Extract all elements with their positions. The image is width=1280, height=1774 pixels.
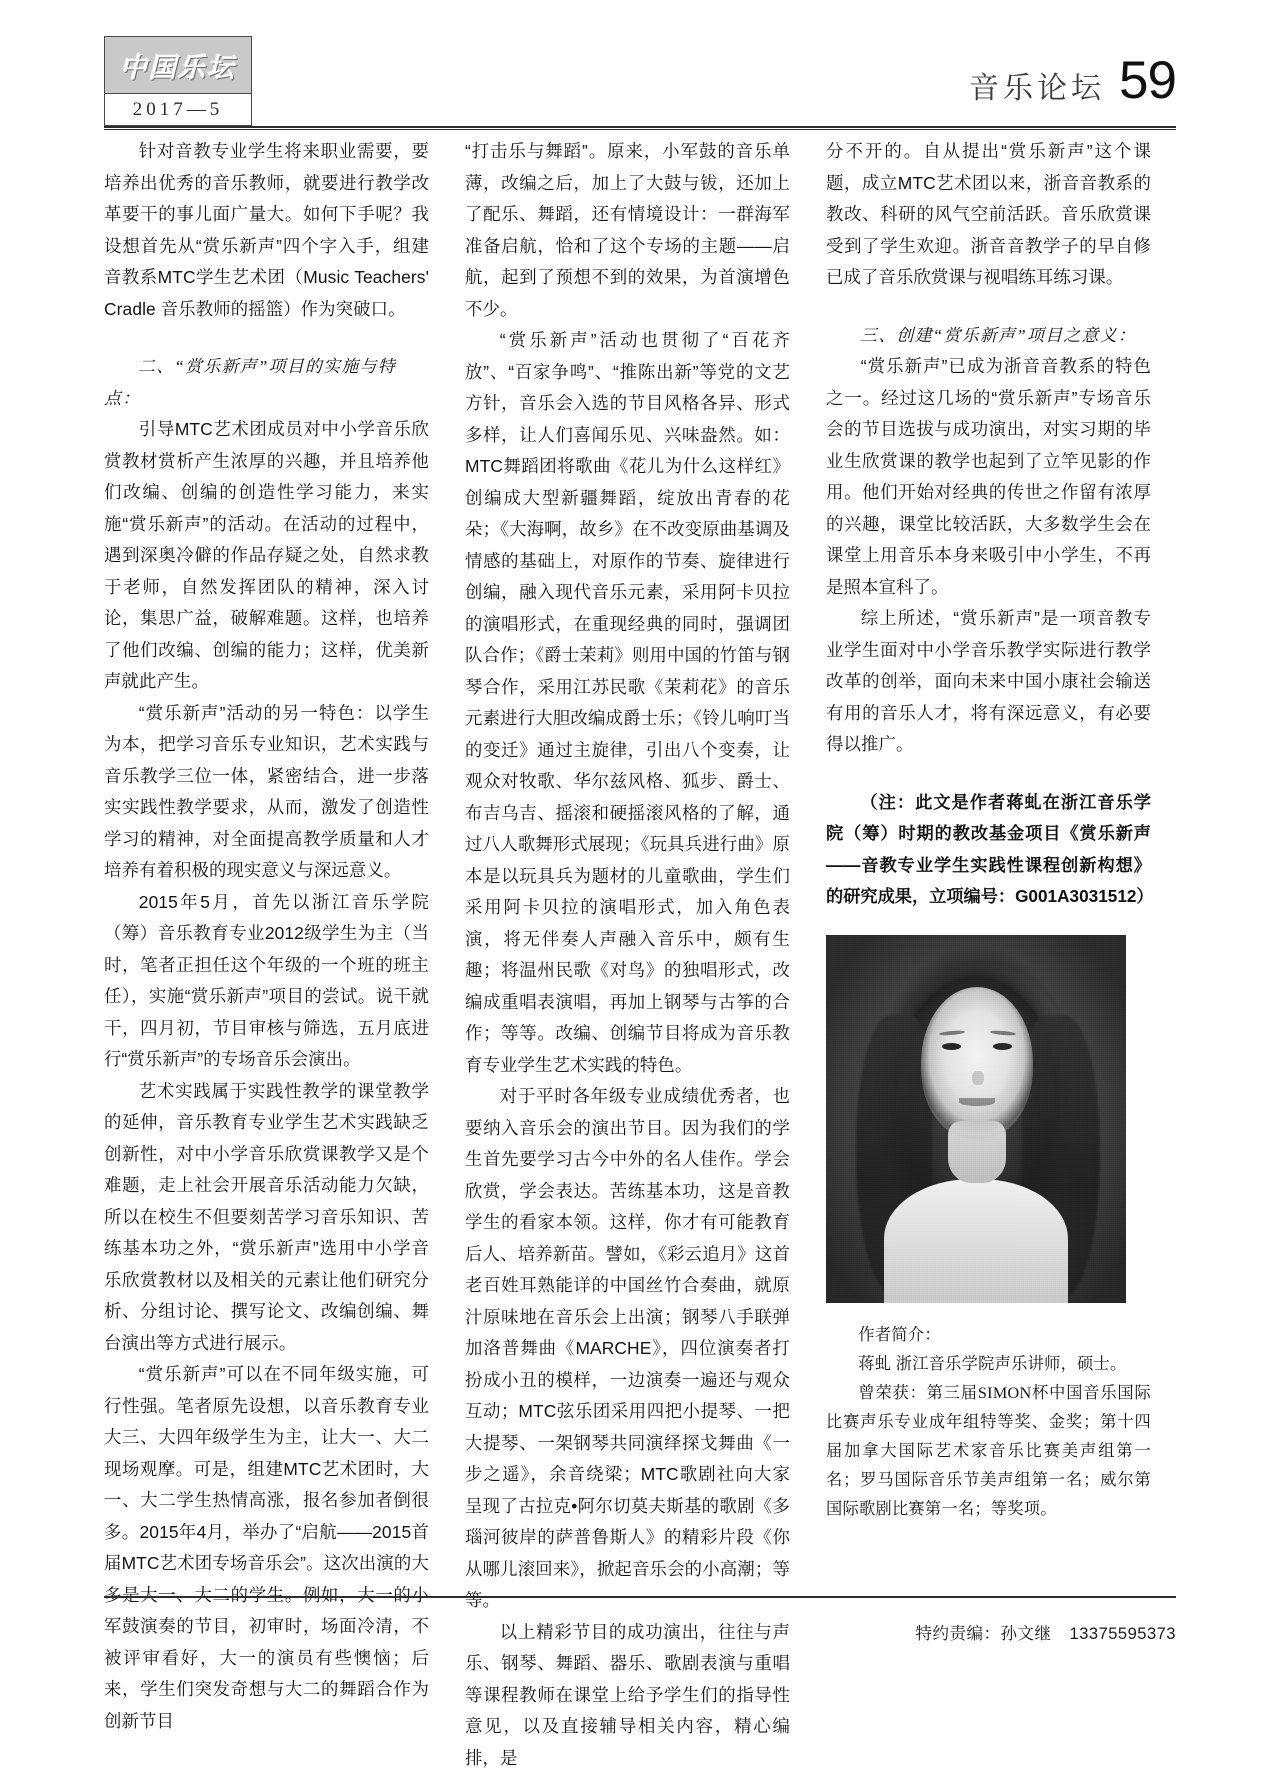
paragraph: “赏乐新声”活动的另一特色：以学生为本，把学习音乐专业知识，艺术实践与音乐教学三位一体，紧密结合，进一步落实实践性教学要求，从而，激发了创造性学习的精神，对全面提高教学质量和人才培养有着积极的现实意义与深远意义。 [104,698,429,887]
paragraph: 艺术实践属于实践性教学的课堂教学的延伸，音乐教育专业学生艺术实践缺乏创新性，对中小学音乐欣赏课教学又是个难题，走上社会开展音乐活动能力欠缺，所以在校生不但要刻苦学习音乐知识、苦练基本功之外，“赏乐新声”选用中小学音乐欣赏教材以及相关的元素让他们研究分析、分组讨论、撰写论文、改编创编、舞台演出等方式进行展示。 [104,1076,429,1360]
column-left [104,136,429,1578]
paragraph: 针对音教专业学生将来职业需要，要培养出优秀的音乐教师，就要进行教学改革要干的事儿面广量大。如何下手呢？我设想首先从“赏乐新声”四个字入手，组建音教系MTC学生艺术团（Music Teachers' Cradle 音乐教师的摇篮）作为突破口。 [104,136,429,325]
paragraph: 以上精彩节目的成功演出，往往与声乐、钢琴、舞蹈、器乐、歌剧表演与重唱等课程教师在课堂上给予学生们的指导性意见，以及直接辅导相关内容，精心编排，是 [465,1617,790,1774]
column-middle [465,136,790,1578]
paragraph: 对于平时各年级专业成绩优秀者，也要纳入音乐会的演出节目。因为我们的学生首先要学习古今中外的名人佳作。学会欣赏，学会表达。苦练基本功，这是音教学生的看家本领。这样，你才有可能教育后人、培养新苗。譬如，《彩云追月》这首老百姓耳熟能详的中国丝竹合奏曲，就原汁原味地在音乐会上出演；钢琴八手联弹加洛普舞曲《MARCHE》，四位演奏者打扮成小丑的模样，一边演奏一遍还与观众互动；MTC弦乐团采用四把小提琴、一把大提琴、一架钢琴共同演绎探戈舞曲《一步之遥》，余音绕梁；MTC歌剧社向大家呈现了古拉克•阿尔切莫夫斯基的歌剧《多瑙河彼岸的萨普鲁斯人》的精彩片段《你从哪儿滚回来》，掀起音乐会的小高潮；等等。 [465,1081,790,1617]
footer-phone: 13375595373 [1070,1625,1176,1644]
paragraph: 引导MTC艺术团成员对中小学音乐欣赏教材赏析产生浓厚的兴趣，并且培养他们改编、创编的创造性学习能力，来实施“赏乐新声”的活动。在活动的过程中，遇到深奥冷僻的作品存疑之处，自然求教于老师，自然发挥团队的精神，深入讨论，集思广益，破解难题。这样，也培养了他们改编、创编的能力；这样，优美新声就此产生。 [104,414,429,698]
section-title: 音乐论坛 [969,63,1105,107]
portrait-image [826,935,1126,1303]
author-bio-title: 作者简介： [826,1321,1151,1350]
column-right [826,136,1151,1578]
author-portrait [826,935,1126,1303]
article-columns [104,136,1176,1578]
funding-note: （注：此文是作者蒋虬在浙江音乐学院（筹）时期的教改基金项目《赏乐新声——音教专业学生实践性课程创新构想》的研究成果，立项编号：G001A3031512） [826,787,1151,913]
author-bio-line-1: 蒋虬 浙江音乐学院声乐讲师，硕士。 [826,1350,1151,1379]
section-heading-three: 三、创建“赏乐新声”项目之意义： [826,320,1151,352]
journal-title: 中国乐坛 [105,37,251,93]
author-bio [826,1321,1151,1524]
paragraph: 2015年5月，首先以浙江音乐学院（筹）音乐教育专业2012级学生为主（当时，笔者正担任这个年级的一个班的班主任），实施“赏乐新声”项目的尝试。说干就干，四月初，节目审核与筛选，五月底进行“赏乐新声”的专场音乐会演出。 [104,887,429,1076]
section-heading-two: 二、“赏乐新声”项目的实施与特点： [104,351,429,414]
author-bio-line-2: 曾荣获：第三届SIMON杯中国音乐国际比赛声乐专业成年组特等奖、金奖；第十四届加拿大国际艺术家音乐比赛美声组第一名；罗马国际音乐节美声组第一名；威尔第国际歌剧比赛第一名；等奖项。 [826,1379,1151,1524]
footer-editor: 特约责编：孙文继 [916,1620,1052,1644]
paragraph-spacer [826,761,1151,787]
journal-masthead [104,36,252,126]
portrait-grain [826,935,1126,1303]
journal-issue: 2017—5 [105,93,251,125]
page-header [969,58,1176,107]
paragraph-spacer [826,294,1151,320]
paragraph: “赏乐新声”活动也贯彻了“百花齐放”、“百家争鸣”、“推陈出新”等党的文艺方针，音乐会入选的节目风格各异、形式多样，让人们喜闻乐见、兴味盎然。如：MTC舞蹈团将歌曲《花儿为什么这样红》创编成大型新疆舞蹈，绽放出青春的花朵；《大海啊，故乡》在不改变原曲基调及情感的基础上，对原作的节奏、旋律进行创编，融入现代音乐元素，采用阿卡贝拉的演唱形式，在重现经典的同时，强调团队合作；《爵士茉莉》则用中国的竹笛与钢琴合作，采用江苏民歌《茉莉花》的音乐元素进行大胆改编成爵士乐；《铃儿响叮当的变迁》通过主旋律，引出八个变奏，让观众对牧歌、华尔兹风格、狐步、爵士、布吉乌吉、摇滚和硬摇滚风格的了解，通过八人歌舞形式展现；《玩具兵进行曲》原本是以玩具兵为题材的儿童歌曲，学生们采用阿卡贝拉的演唱形式，加入角色表演，将无伴奏人声融入音乐中，颇有生趣；将温州民歌《对鸟》的独唱形式，改编成重唱表演唱，再加上钢琴与古筝的合作；等等。改编、创编节目将成为音乐教育专业学生艺术实践的特色。 [465,325,790,1081]
paragraph-spacer [104,325,429,351]
paragraph: 综上所述，“赏乐新声”是一项音教专业学生面对中小学音乐教学实际进行教学改革的创举，面向未来中国小康社会输送有用的音乐人才，将有深远意义，有必要得以推广。 [826,603,1151,761]
paragraph: “打击乐与舞蹈”。原来，小军鼓的音乐单薄，改编之后，加上了大鼓与钹，还加上了配乐、舞蹈，还有情境设计：一群海军准备启航，恰和了这个专场的主题——启航，起到了预想不到的效果，为首演增色不少。 [465,136,790,325]
footer-divider [104,1596,1176,1599]
paragraph: “赏乐新声”可以在不同年级实施，可行性强。笔者原先设想，以音乐教育专业大三、大四年级学生为主，让大一、大二现场观摩。可是，组建MTC艺术团时，大一、大二学生热情高涨，报名参加者倒很多。2015年4月，举办了“启航——2015首届MTC艺术团专场音乐会”。这次出演的大多是大一、大二的学生。例如，大一的小军鼓演奏的节目，初审时，场面冷清，不被评审看好，大一的演员有些懊恼；后来，学生们突发奇想与大二的舞蹈合作为创新节目 [104,1359,429,1737]
header-divider [104,126,1176,130]
page-footer [916,1620,1176,1644]
paragraph: “赏乐新声”已成为浙音音教系的特色之一。经过这几场的“赏乐新声”专场音乐会的节目选拔与成功演出，对实习期的毕业生欣赏课的教学也起到了立竿见影的作用。他们开始对经典的传世之作留有浓厚的兴趣，课堂比较活跃，大多数学生会在课堂上用音乐本身来吸引中小学生，不再是照本宣科了。 [826,351,1151,603]
page-number: 59 [1119,58,1176,103]
paragraph: 分不开的。自从提出“赏乐新声”这个课题，成立MTC艺术团以来，浙音音教系的教改、科研的风气空前活跃。音乐欣赏课受到了学生欢迎。浙音音教学子的早自修已成了音乐欣赏课与视唱练耳练习课。 [826,136,1151,294]
